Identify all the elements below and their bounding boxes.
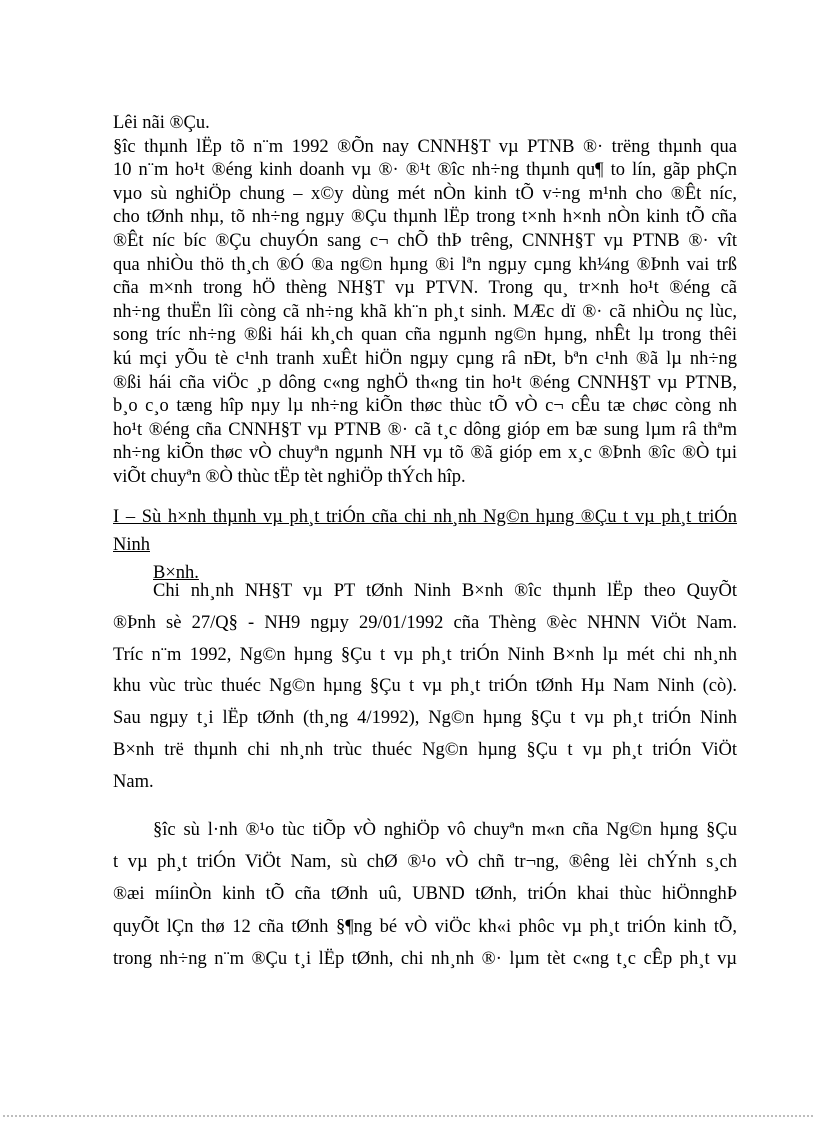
page-title: Lêi nãi ®Çu.	[113, 113, 210, 133]
text-line: vµo sù nghiÖp chung – x©y dùng mét nÒn kinh tÕ v÷ng m¹nh cho ®Êt níc,	[113, 183, 737, 204]
text-line: Tríc n¨m 1992, Ng©n hµng §Çu t vµ ph¸t triÓn Ninh B×nh lµ mét chi nh¸nh	[113, 644, 737, 665]
text-line: nh÷ng thuËn lîi còng cã nh÷ng khã kh¨n ph¸t sinh. MÆc dï ®· cã nhiÒu nç lùc,	[113, 301, 737, 322]
text-line: viÕt chuyªn ®Ò thùc tËp tèt nghiÖp thÝch hîp.	[113, 466, 466, 487]
text-line: §îc sù l·nh ®¹o tùc tiÕp vÒ nghiÖp vô chuyªn m«n cña Ng©n hµng §Çu	[153, 820, 737, 840]
intro-paragraph	[113, 112, 737, 490]
heading-line: B×nh.	[153, 563, 199, 583]
text-line: t vµ ph¸t triÓn ViÖt Nam, sù chØ ®¹o vÒ chñ tr¬ng, ®êng lèi chÝnh s¸ch	[113, 852, 737, 873]
text-line: Sau ngµy t¸i lËp tØnh (th¸ng 4/1992), Ng©n hµng §Çu t vµ ph¸t triÓn Ninh	[113, 708, 737, 729]
section-heading	[113, 503, 737, 587]
text-line: trong nh÷ng n¨m ®Çu t¸i lËp tØnh, chi nh¸nh ®· lµm tèt c«ng t¸c cÊp ph¸t vµ	[113, 948, 737, 969]
text-line: kú mçi yÕu tè c¹nh tranh xuÊt hiÖn ngµy cµng râ nÐt, bªn c¹nh ®ã lµ nh÷ng	[113, 348, 737, 369]
text-line: 10 n¨m ho¹t ®éng kinh doanh vµ ®· ®¹t ®îc nh÷ng thµnh qu¶ to lín, gãp phÇn	[113, 160, 737, 181]
text-line: ho¹t ®éng cña CNNH§T vµ PTNB ®· cã t¸c dông gióp em bæ sung lµm râ thªm	[113, 419, 737, 440]
text-line: quyÕt lÇn thø 12 cña tØnh §¶ng bé vÒ viÖc kh«i phôc vµ ph¸t triÓn kinh tÕ,	[113, 916, 737, 937]
text-line: ®ßi hái cña viÖc ¸p dông c«ng nghÖ th«ng tin ho¹t ®éng CNNH§T vµ PTNB,	[113, 372, 737, 393]
body-paragraph	[113, 576, 737, 799]
page-break-dotted-line	[3, 1115, 813, 1117]
text-line: nh÷ng kiÕn thøc vÒ chuyªn ngµnh NH vµ tõ ®ã gióp em x¸c ®Þnh ®îc ®Ò tµi	[113, 443, 737, 464]
text-line: cho tØnh nhµ, tõ nh÷ng ngµy ®Çu thµnh lËp trong t×nh h×nh nÒn kinh tÕ cña	[113, 207, 737, 228]
text-line: cña m×nh trong hÖ thèng NH§T vµ PTVN. Trong qu¸ tr×nh ho¹t ®éng cã	[113, 278, 737, 299]
body-paragraph	[113, 814, 737, 975]
text-line: B×nh trë thµnh chi nh¸nh trùc thuéc Ng©n hµng §Çu t vµ ph¸t triÓn ViÖt	[113, 739, 737, 760]
text-line: b¸o c¸o tæng hîp nµy lµ nh÷ng kiÕn thøc thùc tÕ vÒ c¬ cÊu tæ chøc còng nh	[113, 396, 737, 417]
text-line: qua nhiÒu thö th¸ch ®Ó ®a ng©n hµng ®i lªn ngµy cµng kh¼ng ®Þnh vai trß	[113, 254, 737, 275]
text-line: ®Êt níc bíc ®Çu chuyÓn sang c¬ chÕ thÞ trêng, CNNH§T vµ PTNB ®· vît	[113, 230, 737, 251]
text-line: khu vùc trùc thuéc Ng©n hµng §Çu t vµ ph¸t triÓn tØnh Hµ Nam Ninh (cò).	[113, 676, 737, 697]
text-line: Chi nh¸nh NH§T vµ PT tØnh Ninh B×nh ®îc thµnh lËp theo QuyÕt	[153, 581, 737, 601]
text-line: Nam.	[113, 771, 154, 792]
text-line: song tríc nh÷ng ®ßi hái kh¸ch quan cña ngµnh ng©n hµng, nhÊt lµ trong thêi	[113, 325, 737, 346]
text-line: ®Þnh sè 27/Q§ - NH9 ngµy 29/01/1992 cña Thèng ®èc NHNN ViÖt Nam.	[113, 612, 737, 633]
text-line: §îc thµnh lËp tõ n¨m 1992 ®Õn nay CNNH§T vµ PTNB ®· trëng thµnh qua	[113, 136, 737, 157]
heading-line: I – Sù h×nh thµnh vµ ph¸t triÓn cña chi nh¸nh Ng©n hµng ®Çu t vµ ph¸t triÓn Ninh	[113, 507, 737, 555]
text-line: ®æi míinÒn kinh tÕ cña tØnh uû, UBND tØnh, triÓn khai thùc hiÖnnghÞ	[113, 884, 737, 905]
